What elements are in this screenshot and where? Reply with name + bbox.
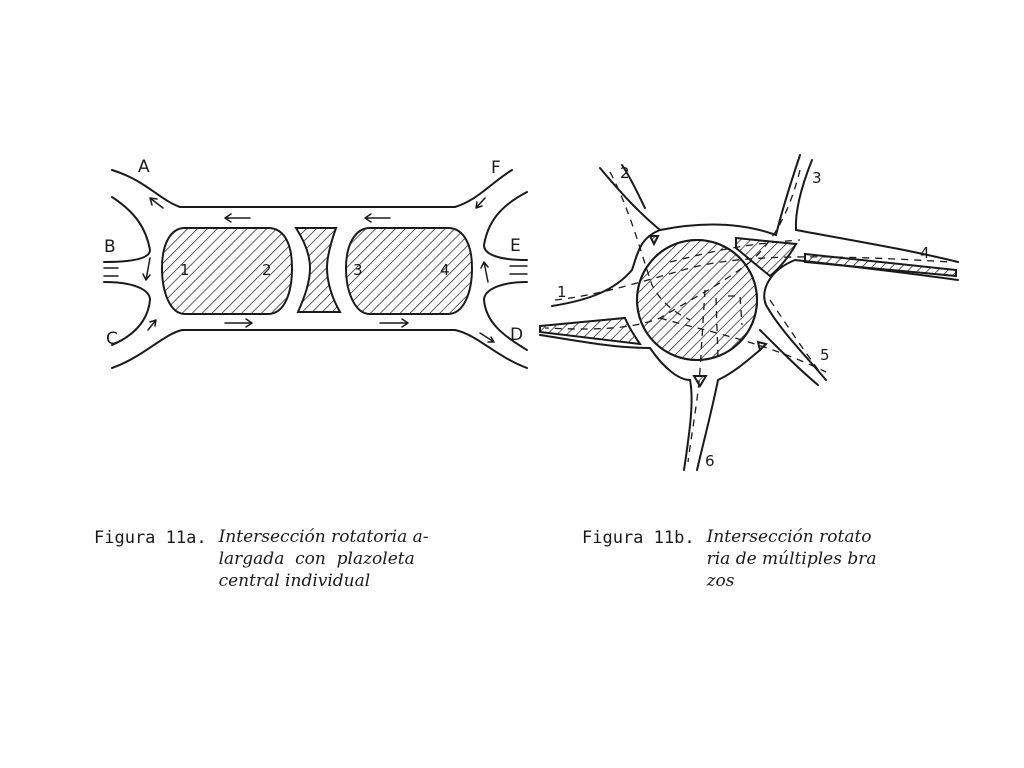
island-3-4: [346, 228, 472, 314]
island-number-4: 4: [440, 261, 450, 279]
figure-11a-caption-line: Intersección rotatoria a-: [218, 527, 429, 547]
figure-11a-caption-line: largada con plazoleta: [218, 549, 415, 569]
figure-11b-multi-arm-roundabout: [540, 155, 958, 470]
figure-11b-caption: [582, 526, 876, 592]
arm-label-2: 2: [620, 164, 630, 182]
island-small-arm-6: [694, 376, 706, 386]
arm-label-5: 5: [820, 346, 830, 364]
island-number-2: 2: [262, 261, 272, 279]
road-edge-top: [112, 170, 512, 207]
figure-11a-caption-label: Figura 11a.: [94, 528, 207, 548]
island-number-3: 3: [353, 261, 363, 279]
branch-label-a: A: [138, 157, 150, 177]
island-small-arm-2: [650, 236, 658, 244]
lane-stub-e: [510, 266, 527, 274]
branch-label-f: F: [491, 158, 501, 178]
figure-11b-caption-line: Intersección rotato: [706, 527, 872, 547]
branch-label-c: C: [106, 329, 118, 349]
figure-11b-caption-line: zos: [706, 571, 735, 591]
arm-label-4: 4: [920, 244, 930, 262]
arm-label-1: 1: [557, 283, 567, 301]
island-central: [296, 228, 340, 312]
branch-label-d: D: [510, 325, 524, 345]
branch-label-b: B: [104, 237, 116, 257]
figure-11a-elongated-roundabout: [104, 157, 527, 368]
figure-11a-caption-text: [207, 526, 429, 592]
island-number-1: 1: [180, 261, 190, 279]
arm-label-6: 6: [705, 452, 715, 470]
arm-label-3: 3: [812, 169, 822, 187]
arm-3-edges: [776, 155, 812, 235]
branch-label-e: E: [510, 236, 521, 256]
arm-2-edges: [600, 165, 660, 230]
figure-11b-caption-text: [695, 526, 877, 592]
arm-5-edges: [760, 305, 826, 385]
figure-11b-caption-line: ria de múltiples bra: [706, 549, 877, 569]
lane-stub-b: [104, 268, 118, 276]
figure-11b-caption-label: Figura 11b.: [582, 528, 695, 548]
road-edge-bottom: [112, 330, 527, 368]
island-arm-1-strip: [540, 318, 640, 344]
figure-11a-caption-line: central individual: [218, 571, 371, 591]
figure-11a-caption: [94, 526, 429, 592]
